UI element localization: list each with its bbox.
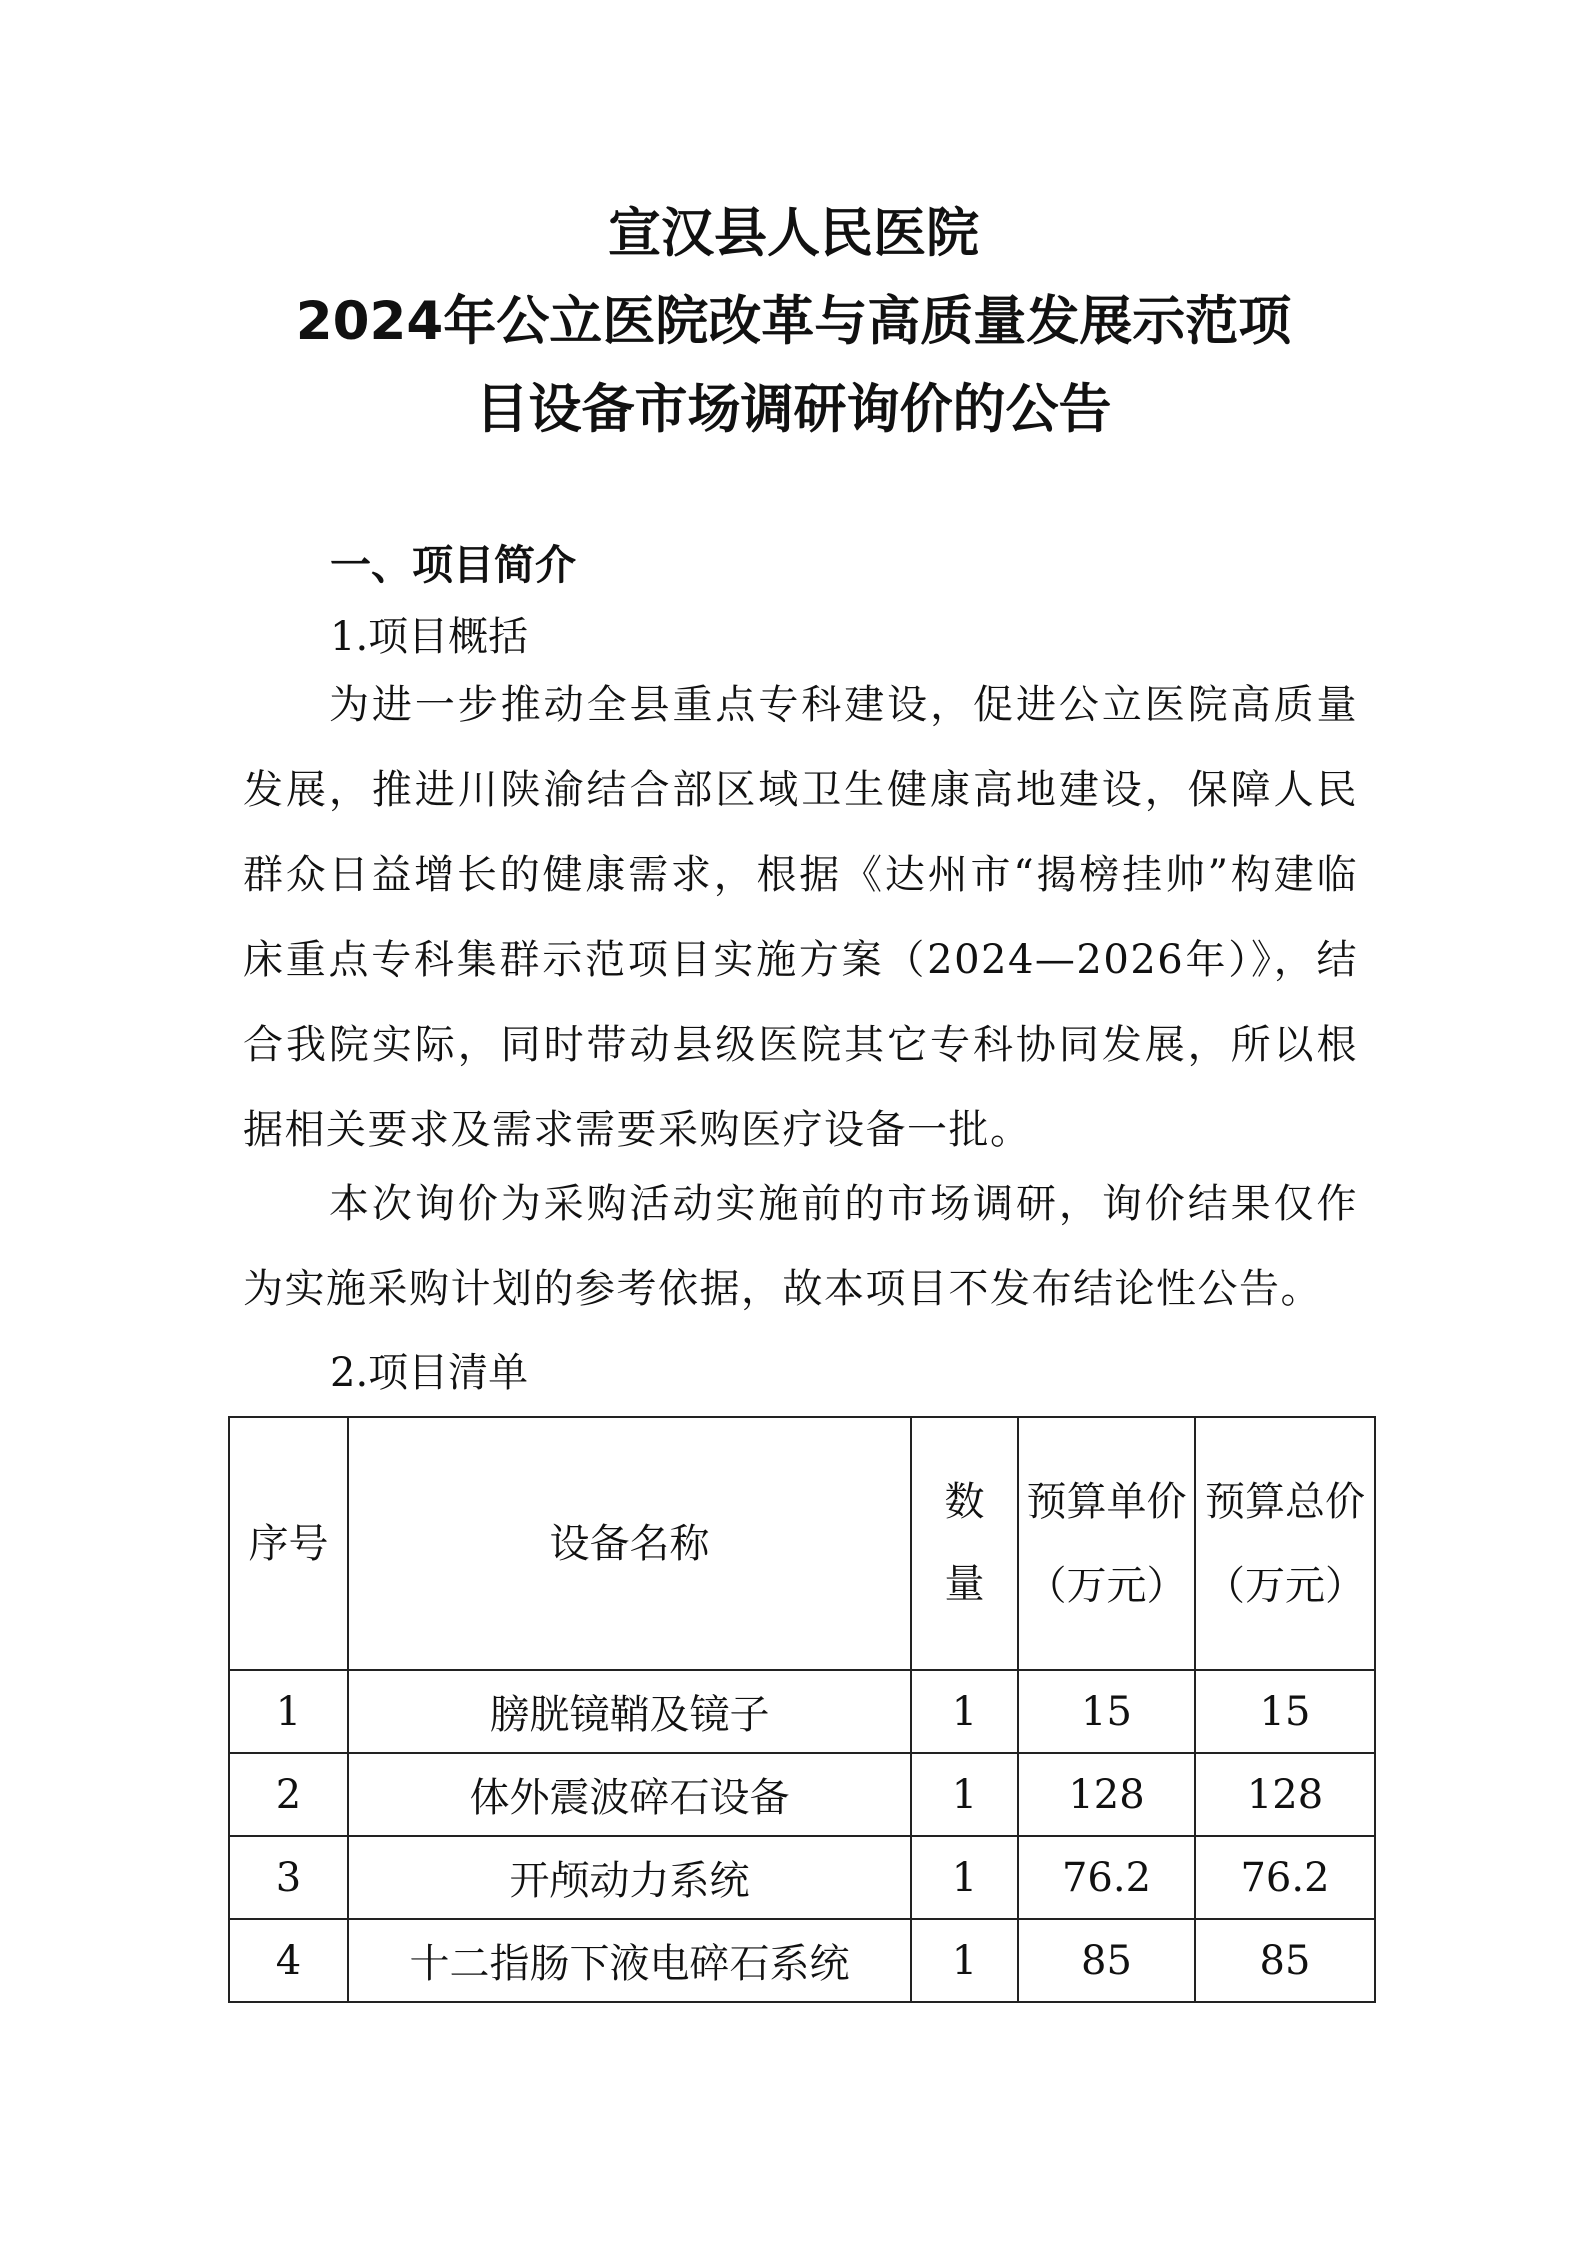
cell-unit-price: 128	[1018, 1753, 1195, 1836]
cell-total-price: 76.2	[1195, 1836, 1375, 1919]
cell-seq: 2	[229, 1753, 348, 1836]
section-heading-project-intro: 一、项目简介	[330, 541, 576, 589]
header-qty	[911, 1417, 1018, 1670]
header-qty-label: 数量	[944, 1479, 985, 1607]
cell-name: 体外震波碎石设备	[348, 1753, 911, 1836]
header-seq: 序号	[229, 1417, 348, 1670]
cell-unit-price: 76.2	[1018, 1836, 1195, 1919]
cell-total-price: 128	[1195, 1753, 1375, 1836]
equipment-table	[228, 1416, 1376, 2003]
paragraph-overview: 为进一步推动全县重点专科建设，促进公立医院高质量发展，推进川陕渝结合部区域卫生健康高地建设，保障人民群众日益增长的健康需求，根据《达州市“揭榜挂帅”构建临床重点专科集群示范项目实施方案（2024—2026年）》，结合我院实际，同时带动县级医院其它专科协同发展，所以根据相关要求及需求需要采购医疗设备一批。	[243, 682, 1358, 1153]
header-name: 设备名称	[348, 1417, 911, 1670]
cell-seq: 4	[229, 1919, 348, 2002]
cell-total-price: 85	[1195, 1919, 1375, 2002]
cell-qty: 1	[911, 1919, 1018, 2002]
cell-unit-price: 15	[1018, 1670, 1195, 1753]
cell-name: 开颅动力系统	[348, 1836, 911, 1919]
cell-name: 十二指肠下液电碎石系统	[348, 1919, 911, 2002]
title-line-2: 2024年公立医院改革与高质量发展示范项	[295, 291, 1292, 352]
cell-qty: 1	[911, 1753, 1018, 1836]
document-title	[0, 190, 1587, 454]
paragraph-inquiry-note: 本次询价为采购活动实施前的市场调研，询价结果仅作为实施采购计划的参考依据，故本项目不发布结论性公告。	[243, 1181, 1358, 1312]
cell-qty: 1	[911, 1670, 1018, 1753]
table-row	[229, 1836, 1375, 1919]
table-header-row	[229, 1417, 1375, 1670]
table-row	[229, 1670, 1375, 1753]
header-total-price	[1195, 1417, 1375, 1670]
table-row	[229, 1919, 1375, 2002]
cell-name: 膀胱镜鞘及镜子	[348, 1670, 911, 1753]
subheading-project-list: 2.项目清单	[330, 1350, 529, 1396]
cell-qty: 1	[911, 1836, 1018, 1919]
header-total-price-label: 预算总价（万元）	[1205, 1478, 1365, 1609]
cell-unit-price: 85	[1018, 1919, 1195, 2002]
subheading-project-overview: 1.项目概括	[330, 614, 529, 660]
header-unit-price	[1018, 1417, 1195, 1670]
table-row	[229, 1753, 1375, 1836]
cell-seq: 3	[229, 1836, 348, 1919]
cell-total-price: 15	[1195, 1670, 1375, 1753]
title-line-1: 宣汉县人民医院	[608, 203, 979, 264]
title-line-3: 目设备市场调研询价的公告	[475, 379, 1112, 440]
header-unit-price-label: 预算单价（万元）	[1026, 1478, 1187, 1609]
cell-seq: 1	[229, 1670, 348, 1753]
